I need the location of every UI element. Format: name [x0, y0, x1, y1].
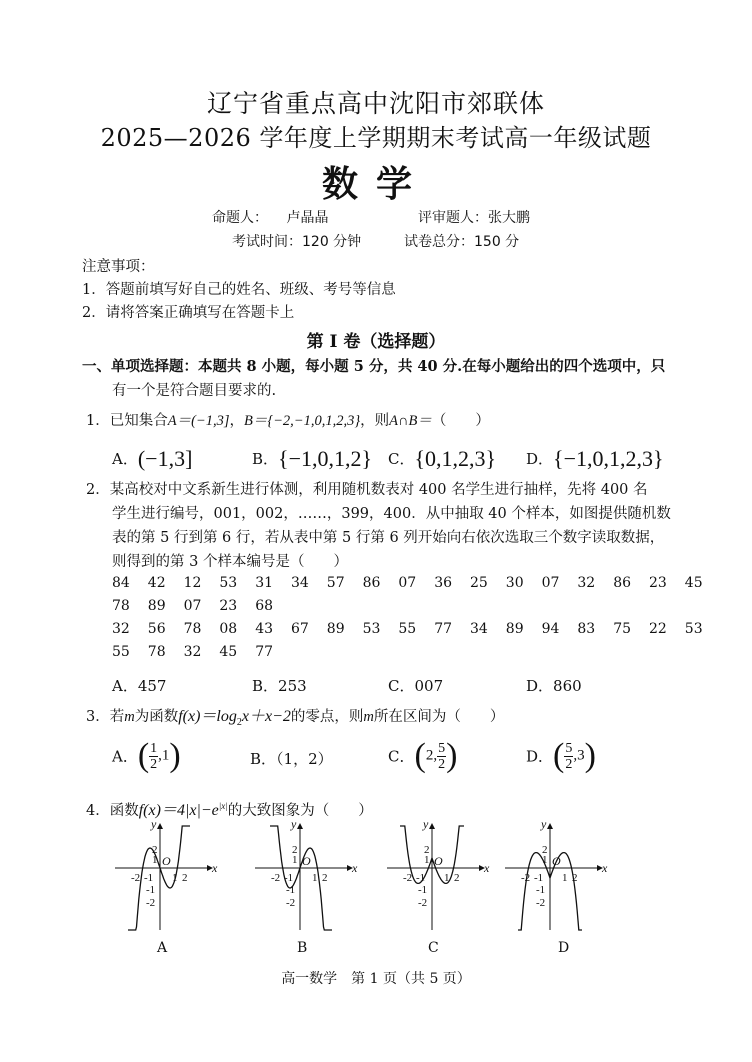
table-cell: 31	[255, 575, 274, 591]
table-cell: 36	[434, 575, 453, 591]
q3-option-a[interactable]: A．( $\frac{1}{2}$ ,1)	[112, 737, 181, 774]
q3-option-a-label: A．	[112, 747, 138, 766]
tick-label: 2	[542, 844, 548, 856]
table-cell: 32	[183, 644, 202, 660]
y-axis-label: y	[541, 817, 547, 831]
author-name: 卢晶晶	[286, 210, 329, 226]
table-cell: 08	[219, 621, 238, 637]
q1-paren: （ ）	[431, 413, 490, 429]
note-item-2: 2．请将答案正确填写在答题卡上	[82, 305, 295, 321]
tick-label: 2	[454, 872, 460, 884]
graph-d-label: D	[558, 940, 570, 956]
q1-mid: ，则	[360, 413, 390, 429]
q1-option-a-text: (−1,3]	[137, 446, 193, 471]
x-axis-label: x	[212, 861, 218, 875]
section-intro-text1: 一、单项选择题：本题共 8 小题，每小题 5 分，共 40 分.在每小题给出的四个选项中，只	[82, 358, 666, 375]
q2-line-1: 2．某高校对中文系新生进行体测，利用随机数表对 400 名学生进行抽样，先将 400 名	[86, 482, 648, 498]
q3-number: 3．若	[86, 709, 125, 725]
graph-c[interactable]	[387, 817, 490, 930]
q3-option-d-label: D．	[526, 747, 554, 766]
q2-line-2: 学生进行编号，001，002，……，399，400．从中抽取 40 个样本，如图提供随机数	[112, 506, 671, 522]
table-cell: 32	[112, 621, 130, 637]
table-cell: 89	[147, 598, 166, 614]
table-cell: 56	[147, 621, 166, 637]
q3-log-base: 2	[236, 716, 242, 728]
tick-label: -2	[286, 897, 296, 909]
tick-label: -1	[144, 872, 154, 884]
origin-label: O	[162, 854, 171, 868]
origin-label: O	[552, 854, 561, 868]
x-axis-label: x	[352, 861, 358, 875]
q1-option-d-text: {−1,0,1,2,3}	[553, 446, 664, 471]
q3-var-m2: m	[363, 709, 374, 725]
q1-number: 1．	[86, 413, 110, 429]
table-cell: 22	[649, 621, 667, 637]
q2-option-a-label: A．	[112, 677, 138, 695]
notes-title: 注意事项：	[82, 259, 155, 275]
table-cell: 07	[183, 598, 202, 614]
q2-option-d-label: D．	[526, 677, 554, 695]
q3-option-c-label: C．	[388, 747, 415, 766]
tick-label: -2	[131, 872, 141, 884]
tick-label: 1	[562, 872, 568, 884]
origin-label: O	[302, 854, 311, 868]
tick-label: 2	[322, 872, 328, 884]
tick-label: -2	[403, 872, 413, 884]
q2-option-b-label: B．	[252, 677, 279, 695]
q2-option-d-text: 860	[553, 677, 582, 695]
table-cell: 12	[183, 575, 202, 591]
table-cell: 55	[398, 621, 417, 637]
q4-function: f(x)＝4|x|−e	[138, 801, 219, 819]
q3-option-b-label: B．	[250, 750, 277, 768]
q2-option-a-text: 457	[137, 677, 167, 695]
graph-c-label: C	[428, 940, 439, 956]
table-cell: 23	[219, 598, 238, 614]
y-axis-label: y	[151, 817, 157, 831]
q3-function-rest: x＋x−2	[241, 708, 291, 725]
q3-c-num: 5	[438, 740, 446, 756]
q1-option-c-label: C．	[388, 450, 415, 468]
tick-label: -2	[536, 897, 546, 909]
tick-label: 2	[182, 872, 188, 884]
q3-a-den: 2	[150, 756, 158, 772]
q3-d-rest: ,3	[573, 747, 585, 764]
part-title: 第 I 卷（选择题）	[306, 332, 446, 352]
table-cell: 78	[147, 644, 166, 660]
tick-label: 1	[312, 872, 318, 884]
table-cell: 53	[362, 621, 381, 637]
table-cell: 78	[112, 598, 130, 614]
table-cell: 68	[255, 598, 274, 614]
q3-option-b-text: （1，2）	[276, 750, 333, 768]
table-cell: 45	[219, 644, 238, 660]
table-cell: 57	[326, 575, 345, 591]
reviewer-name: 张大鹏	[488, 210, 530, 226]
table-cell: 53	[684, 621, 703, 637]
q1-option-b-label: B．	[252, 450, 279, 468]
q3-pre: 为函数	[134, 709, 179, 725]
x-axis-label: x	[484, 861, 490, 875]
tick-label: 2	[292, 844, 298, 856]
q3-a-num: 1	[150, 740, 158, 756]
note-item-1: 1．答题前填写好自己的姓名、班级、考号等信息	[82, 282, 396, 298]
tick-label: -1	[536, 884, 546, 896]
q2-option-c-text: 007	[414, 677, 444, 695]
table-cell: 23	[649, 575, 667, 591]
q3-mid: 的零点，则	[290, 709, 364, 725]
q3-d-num: 5	[565, 740, 573, 756]
q1-option-a-label: A．	[112, 450, 138, 468]
table-cell: 34	[291, 575, 309, 591]
tick-label: 2	[152, 844, 158, 856]
tick-label: 2	[572, 872, 578, 884]
tick-label: -1	[284, 872, 294, 884]
q1-intersection: A∩B＝	[389, 413, 432, 429]
graph-b-label: B	[297, 940, 308, 956]
exam-score: 试卷总分：150 分	[404, 234, 520, 250]
table-cell: 86	[613, 575, 632, 591]
exam-title-line1: 辽宁省重点高中沈阳市郊联体	[206, 89, 545, 118]
q3-var-m: m	[124, 709, 135, 725]
table-cell: 89	[326, 621, 345, 637]
table-cell: 67	[291, 621, 309, 637]
table-cell: 78	[183, 621, 202, 637]
q4-number: 4．函数	[86, 802, 139, 819]
graph-d[interactable]	[505, 817, 608, 930]
tick-label: -1	[286, 884, 296, 896]
tick-label: 1	[292, 854, 298, 866]
tick-label: 1	[152, 854, 158, 866]
graph-b[interactable]	[255, 817, 358, 930]
table-cell: 43	[255, 621, 274, 637]
table-cell: 94	[541, 621, 560, 637]
q3-option-c[interactable]: C．(2, $\frac{5}{2}$ )	[388, 737, 458, 774]
table-cell: 53	[219, 575, 238, 591]
table-cell: 77	[255, 644, 274, 660]
q1-option-d-label: D．	[526, 450, 554, 468]
tick-label: -1	[418, 884, 428, 896]
q1-set-b: B＝{−2,−1,0,1,2,3}	[243, 413, 361, 429]
tick-label: -2	[521, 872, 531, 884]
table-cell: 89	[505, 621, 524, 637]
table-cell: 75	[613, 621, 632, 637]
tick-label: 2	[424, 844, 430, 856]
q1-set-a: A＝(−1,3]	[167, 413, 230, 429]
q2-option-b-text: 253	[278, 677, 307, 695]
tick-label: 1	[444, 872, 450, 884]
table-cell: 83	[577, 621, 596, 637]
origin-label: O	[434, 854, 443, 868]
q3-a-rest: ,1	[158, 747, 170, 764]
exam-time: 考试时间：120 分钟	[232, 234, 362, 250]
q1-option-b-text: {−1,0,1,2}	[278, 446, 373, 471]
table-cell: 77	[434, 621, 453, 637]
tick-label: 1	[424, 854, 430, 866]
q3-d-den: 2	[565, 756, 573, 772]
y-axis-label: y	[423, 817, 429, 831]
exam-title-line2: 2025—2026 学年度上学期期末考试高一年级试题	[100, 124, 652, 152]
reviewer-label: 评审题人：	[418, 210, 488, 226]
q1-option-c-text: {0,1,2,3}	[414, 446, 497, 471]
graph-a-label: A	[157, 940, 168, 956]
table-cell: 84	[112, 575, 130, 591]
table-cell: 30	[505, 575, 524, 591]
x-axis-label: x	[602, 861, 608, 875]
q3-option-d[interactable]: D．( $\frac{5}{2}$ ,3)	[526, 737, 596, 774]
table-cell: 55	[112, 644, 130, 660]
table-cell: 34	[470, 621, 488, 637]
author-label: 命题人：	[212, 210, 268, 226]
tick-label: 1	[542, 854, 548, 866]
graph-a[interactable]	[115, 817, 218, 930]
table-cell: 07	[541, 575, 560, 591]
tick-label: -2	[418, 897, 428, 909]
q3-c-pre: 2,	[425, 747, 438, 764]
table-cell: 07	[398, 575, 417, 591]
tick-label: -1	[534, 872, 544, 884]
page-footer: 高一数学 第 1 页（共 5 页）	[281, 971, 471, 987]
q3-function: f(x)＝log	[178, 708, 237, 725]
y-axis-label: y	[291, 817, 297, 831]
table-cell: 42	[147, 575, 166, 591]
q2-option-c-label: C．	[388, 677, 415, 695]
table-cell: 25	[470, 575, 488, 591]
tick-label: -2	[271, 872, 281, 884]
tick-label: -2	[146, 897, 156, 909]
q4-tail: 的大致图象为（ ）	[227, 802, 373, 819]
subject-title: 数学	[321, 163, 430, 205]
q3-tail: 所在区间为（ ）	[373, 709, 505, 725]
q2-line-3: 表的第 5 行到第 6 行，若从表中第 5 行第 6 列开始向右依次选取三个数字读取数据，	[112, 530, 665, 546]
q2-line-4: 则得到的第 3 个样本编号是（ ）	[112, 554, 348, 570]
q3-c-den: 2	[438, 756, 446, 772]
section-intro-line2: 有一个是符合题目要求的.	[112, 383, 277, 399]
table-cell: 86	[362, 575, 381, 591]
q1-stem: 已知集合	[109, 413, 168, 429]
tick-label: -1	[416, 872, 426, 884]
q4-exponent: |x|	[218, 801, 228, 811]
table-cell: 32	[577, 575, 596, 591]
q1-comma: ，	[229, 413, 244, 429]
tick-label: -1	[146, 884, 156, 896]
table-cell: 45	[684, 575, 703, 591]
tick-label: 1	[172, 872, 178, 884]
